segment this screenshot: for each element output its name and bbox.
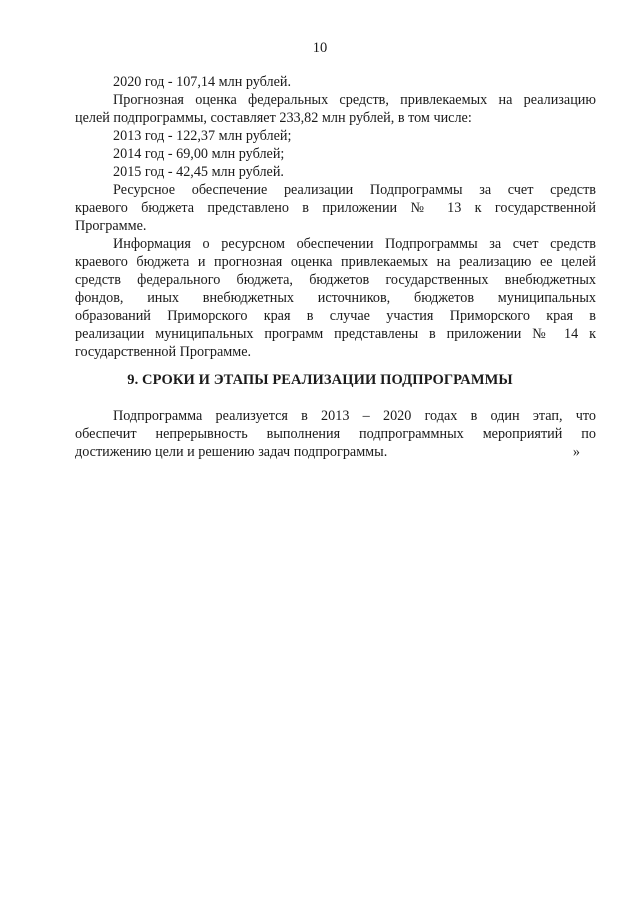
- paragraph-line: Подпрограмма реализуется в 2013 – 2020 годах в один этап, что: [113, 408, 596, 424]
- paragraph-line: 2020 год - 107,14 млн рублей.: [113, 74, 292, 90]
- paragraph-line: 2015 год - 42,45 млн рублей.: [113, 164, 284, 180]
- paragraph-line: средств федерального бюджета, бюджетов государственных внебюджетных: [75, 272, 596, 288]
- closing-quote: »: [572, 444, 580, 460]
- paragraph-line: государственной Программе.: [75, 344, 252, 360]
- paragraph-line: краевого бюджета и прогнозная оценка привлекаемых на реализацию ее целей: [75, 254, 596, 270]
- paragraph-line: целей подпрограммы, составляет 233,82 млн рублей, в том числе:: [75, 110, 472, 126]
- paragraph-line: достижению цели и решению задач подпрограммы.: [75, 444, 388, 460]
- section-body-timeline: [75, 407, 596, 461]
- section-heading: 9. СРОКИ И ЭТАПЫ РЕАЛИЗАЦИИ ПОДПРОГРАММЫ: [127, 372, 513, 388]
- paragraph-line: краевого бюджета представлено в приложении № 13 к государственной: [75, 200, 596, 216]
- paragraph-line: 2014 год - 69,00 млн рублей;: [113, 146, 285, 162]
- paragraph-line: Информация о ресурсном обеспечении Подпрограммы за счет средств: [113, 236, 596, 252]
- section-body-resources: [75, 73, 596, 361]
- paragraph-line: реализации муниципальных программ представлены в приложении № 14 к: [75, 326, 596, 342]
- paragraph-line: Прогнозная оценка федеральных средств, привлекаемых на реализацию: [113, 92, 596, 108]
- paragraph-line: фондов, иных внебюджетных источников, бюджетов муниципальных: [75, 290, 596, 306]
- paragraph-line: Ресурсное обеспечение реализации Подпрограммы за счет средств: [113, 182, 596, 198]
- paragraph-line: 2013 год - 122,37 млн рублей;: [113, 128, 292, 144]
- page-number: 10: [312, 40, 328, 56]
- paragraph-line: образований Приморского края в случае участия Приморского края в: [75, 308, 596, 324]
- paragraph-line: обеспечит непрерывность выполнения подпрограммных мероприятий по: [75, 426, 596, 442]
- paragraph-line: Программе.: [75, 218, 147, 234]
